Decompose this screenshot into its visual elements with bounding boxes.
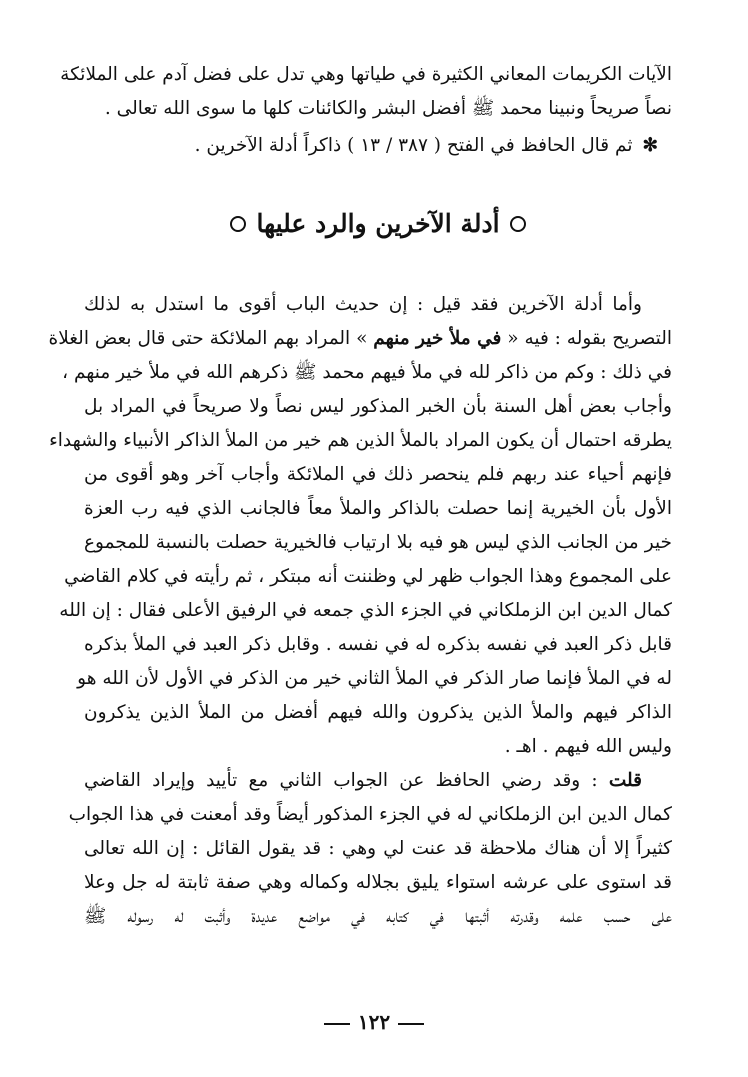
book-page	[48, 58, 672, 934]
section-heading-text: أدلة الآخرين والرد عليها	[256, 209, 500, 238]
main-line-11: قابل ذكر العبد في نفسه بذكره له في نفسه . وقابل ذكر العبد في الملأ بذكره	[84, 634, 672, 655]
final-line-5: على حسب علمه وقدرته أثبتها في كتابه في مواضع عديدة وأثبت له رسوله ﷺ	[84, 906, 672, 927]
dash-icon	[324, 1023, 350, 1025]
page-number	[0, 1010, 748, 1034]
main-line-3: في ذلك : وكم من ذاكر لله في ملأ فيهم محمد ﷺ ذكرهم الله في ملأ خير منهم ،	[62, 362, 672, 383]
circle-icon	[230, 216, 246, 232]
paragraph-gap	[84, 254, 672, 288]
note-text: ثم قال الحافظ في الفتح ( ٣٨٧ / ١٣ ) ذاكراً أدلة الآخرين .	[194, 135, 633, 156]
main-line-10: كمال الدين ابن الزملكاني في الجزء الذي جمعه في الرفيق الأعلى فقال : إن الله	[59, 600, 672, 621]
qultu-label: قلت	[608, 770, 642, 791]
final-line-4: قد استوى على عرشه استواء يليق بجلاله وكماله وهي صفة ثابتة له جل وعلا	[84, 872, 672, 893]
main-line-8: خير من الجانب الذي ليس هو فيه بلا ارتياب فالخيرية حصلت بالنسبة للمجموع	[84, 532, 672, 553]
intro-line-1: الآيات الكريمات المعاني الكثيرة في طياتها وهي تدل على فضل آدم على الملائكة	[60, 64, 672, 85]
page-number-text: ١٢٢	[357, 1010, 391, 1034]
dash-icon	[398, 1023, 424, 1025]
asterisk-icon: ✻	[642, 135, 658, 156]
main-line-14: وليس الله فيهم . اهـ .	[504, 736, 672, 757]
main-line-1: وأما أدلة الآخرين فقد قيل : إن حديث الباب أقوى ما استدل به لذلك	[84, 294, 642, 315]
main-line-4: وأجاب بعض أهل السنة بأن الخبر المذكور ليس نصاً ولا صريحاً في المراد بل	[84, 396, 672, 417]
main-line-5: يطرقه احتمال أن يكون المراد بالملأ الذين هم خير من الملأ الذاكر الأنبياء والشهداء	[49, 430, 672, 451]
main-line-2-before: التصريح بقوله : فيه «	[501, 328, 672, 349]
main-line-6: فإنهم أحياء عند ربهم فلم ينحصر ذلك في الملائكة وأجاب آخر وهو أقوى من	[84, 464, 672, 485]
note-line	[84, 126, 672, 166]
final-line-1	[84, 764, 672, 798]
main-line-9: على المجموع وهذا الجواب ظهر لي وظننت أنه مبتكر ، ثم رأيته في كلام القاضي	[64, 566, 672, 587]
hadith-quote: في ملأ خير منهم	[373, 328, 502, 349]
main-line-2	[48, 322, 672, 356]
main-line-13: الذاكر فيهم والملأ الذين يذكرون والله فيهم أفضل من الملأ الذين يذكرون	[84, 702, 672, 723]
final-line-2: كمال الدين ابن الزملكاني له في الجزء المذكور أيضاً وقد أمعنت في هذا الجواب	[68, 804, 672, 825]
main-line-12: له في الملأ فإنما صار الذكر في الملأ الثاني خير من الذكر في الأول لأن الله هو	[77, 668, 672, 689]
section-heading	[84, 194, 672, 254]
intro-line-2: نصاً صريحاً ونبينا محمد ﷺ أفضل البشر والكائنات كلها ما سوى الله تعالى .	[104, 98, 672, 119]
main-line-7: الأول بأن الخيرية إنما حصلت بالذاكر والملأ معاً فالجانب الذي فيه رب العزة	[84, 498, 672, 519]
circle-icon	[510, 216, 526, 232]
final-line-1-rest: : وقد رضي الحافظ عن الجواب الثاني مع تأييد وإيراد القاضي	[84, 770, 609, 791]
final-line-3: كثيراً إلا أن هناك ملاحظة قد عنت لي وهي : قد يقول القائل : إن الله تعالى	[84, 838, 672, 859]
main-line-2-after: » المراد بهم الملائكة حتى قال بعض الغلاة	[48, 328, 374, 349]
